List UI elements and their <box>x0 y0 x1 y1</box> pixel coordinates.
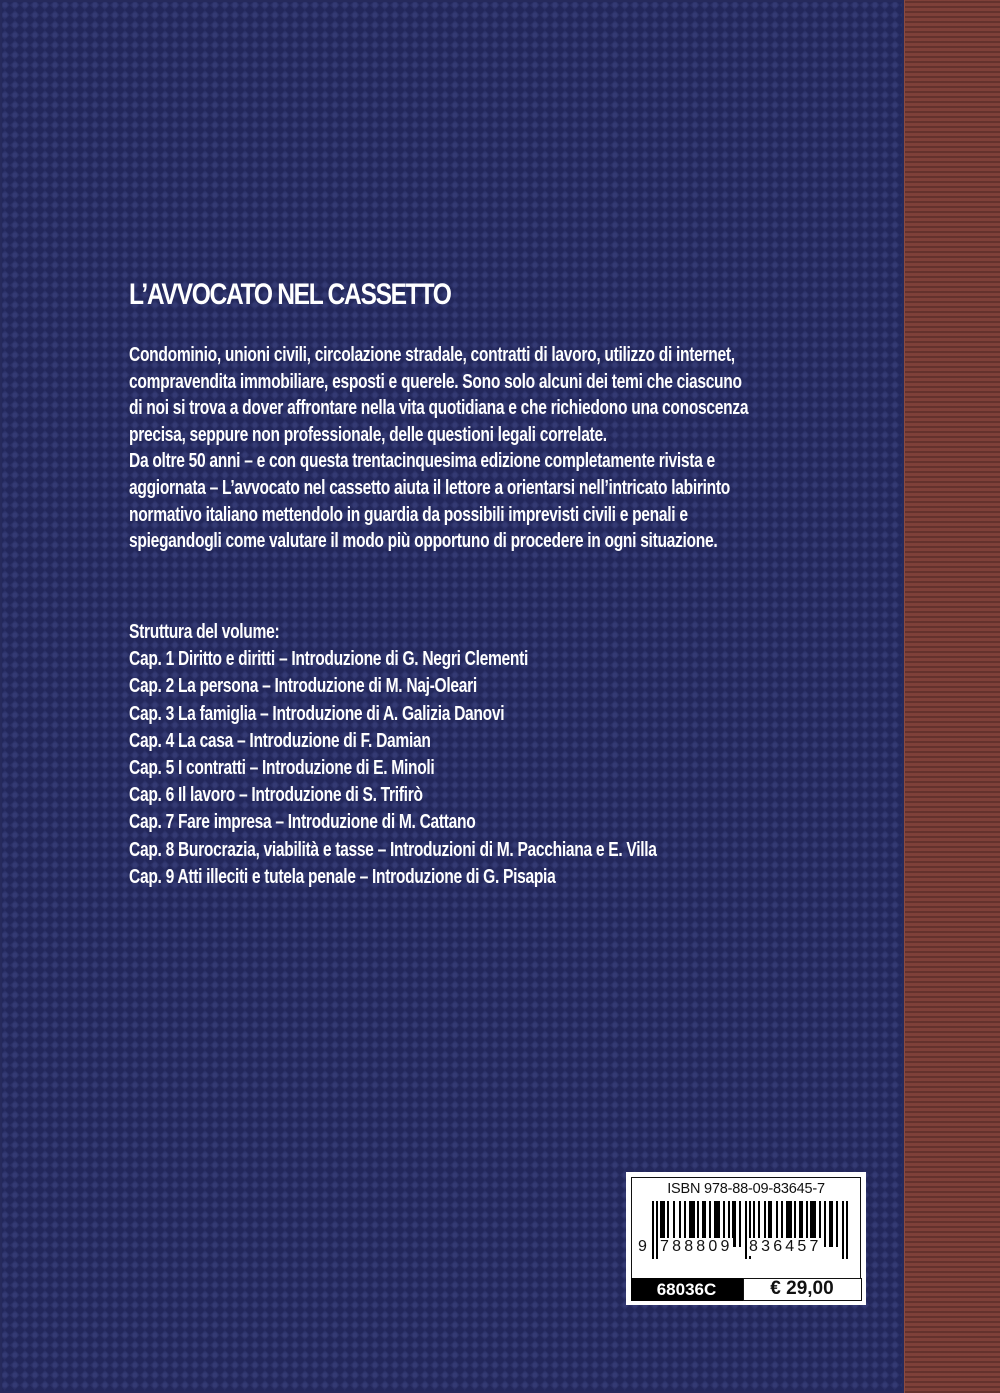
ean-right-group: 836457 <box>749 1238 822 1255</box>
barcode-label <box>626 1172 866 1305</box>
book-description <box>129 342 847 555</box>
book-title: L’AVVOCATO NEL CASSETTO <box>129 278 451 311</box>
volume-structure <box>129 619 847 891</box>
description-line: aggiornata – L’avvocato nel cassetto aiuta il lettore a orientarsi nell’intricato labirinto <box>129 476 730 499</box>
description-line: normativo italiano mettendolo in guardia da possibili imprevisti civili e penali e <box>129 503 688 526</box>
ean-left-group: 788809 <box>660 1238 733 1255</box>
chapter-item: Cap. 6 Il lavoro – Introduzione di S. Trifirò <box>129 784 423 807</box>
book-spine <box>904 0 1000 1393</box>
description-line: di noi si trova a dover affrontare nella vita quotidiana e che richiedono una conoscenza <box>129 397 749 420</box>
description-line: Da oltre 50 anni – e con questa trentacinquesima edizione completamente rivista e <box>129 450 715 473</box>
ean-first-digit: 9 <box>638 1238 647 1255</box>
price-row <box>631 1278 862 1301</box>
description-line: Condominio, unioni civili, circolazione stradale, contratti di lavoro, utilizzo di internet, <box>129 344 735 366</box>
description-line: spiegandogli come valutare il modo più opportuno di procedere in ogni situazione. <box>129 530 718 553</box>
chapter-item: Cap. 1 Diritto e diritti – Introduzione di G. Negri Clementi <box>129 648 529 671</box>
product-code: 68036C <box>631 1278 743 1301</box>
chapter-item: Cap. 3 La famiglia – Introduzione di A. Galizia Danovi <box>129 702 505 725</box>
description-line: compravendita immobiliare, esposti e querele. Sono solo alcuni dei temi che ciascuno <box>129 370 742 393</box>
price: € 29,00 <box>743 1278 862 1301</box>
chapter-item: Cap. 5 I contratti – Introduzione di E. Minoli <box>129 757 435 780</box>
chapter-item: Cap. 2 La persona – Introduzione di M. Naj-Oleari <box>129 675 477 698</box>
chapter-item: Cap. 4 La casa – Introduzione di F. Damian <box>129 729 431 752</box>
chapter-item: Cap. 9 Atti illeciti e tutela penale – Introduzione di G. Pisapia <box>129 865 556 888</box>
ean-digits <box>632 1238 862 1258</box>
isbn-text: ISBN 978-88-09-83645-7 <box>667 1181 825 1197</box>
description-line: precisa, seppure non professionale, delle questioni legali correlate. <box>129 423 607 446</box>
chapter-item: Cap. 7 Fare impresa – Introduzione di M. Cattano <box>129 811 476 834</box>
structure-heading: Struttura del volume: <box>129 621 280 643</box>
chapter-item: Cap. 8 Burocrazia, viabilità e tasse – Introduzioni di M. Pacchiana e E. Villa <box>129 838 657 861</box>
barcode-frame <box>631 1177 861 1300</box>
